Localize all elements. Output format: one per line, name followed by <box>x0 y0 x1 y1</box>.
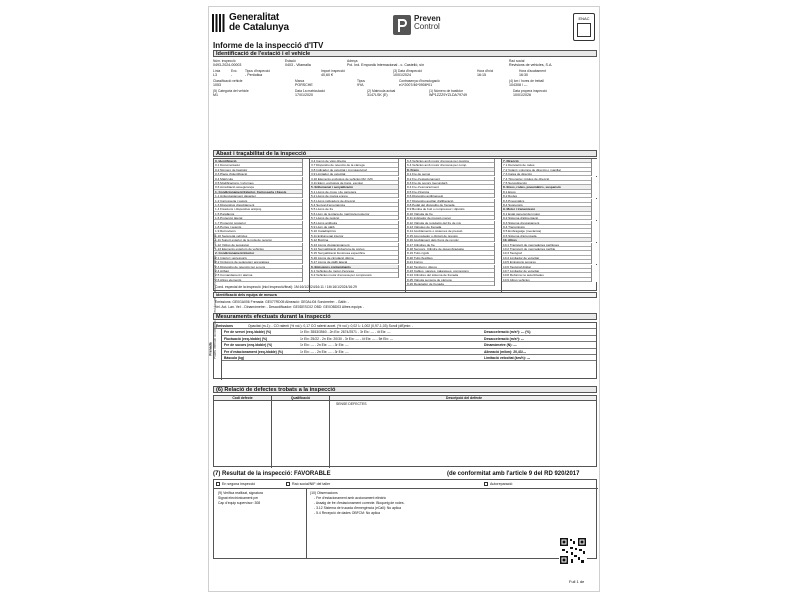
checklist-item: 8.8 Pedal del dispositiu de frenada <box>406 203 501 207</box>
org-name: Generalitat de Catalunya <box>229 12 289 33</box>
checklist-item: 8.2 Fre d'estacionament <box>406 177 501 181</box>
brand-name: Preven <box>414 14 441 23</box>
checklist-item: 9.3 Sistema d'escapament <box>502 221 598 225</box>
defect-qualification-column: Qualificació <box>272 396 330 468</box>
emissions-row: Emissions Opacitat (m-1): - CO ralentí (% vol.): 0,17 CO ralentí accel. (% vol.): 0,02 λ: 1,002 (0,97-1,03) Soroll (dB)min: - <box>214 323 596 329</box>
checklist-item: 8.3 Pneumàtics <box>502 199 598 203</box>
checklist-item: 1.8 Portes i seients <box>214 225 309 229</box>
page-number: Full 1 de <box>569 580 585 584</box>
checklist-column-2 <box>310 159 406 292</box>
checklist-item: 2.1 Interior i accessoris <box>214 256 309 260</box>
braking-side-label: Frenada <box>214 329 222 380</box>
ident-row-3: Classificació vehicle 1053 Marca PORSCHE Tipus 9YA Contrasenya d'homologació e1*2007/46*0908*01 (4) km / hores de treball 104308 / --- <box>213 79 544 87</box>
option-workshop[interactable]: Raó social/NIF del taller <box>286 482 330 487</box>
checklist-item: 8.13 Vàlvules de frenada <box>406 225 501 229</box>
braking-measure-row: Fre d'estacionament (eeq./doble) (%) 1r Eix: --- - 2n Eix: --- - 3r Eix: --- Alineació (m/km): 20,43/--- <box>222 349 596 355</box>
checklist-item: 2. Condicionament Interior <box>214 251 309 255</box>
checklist-item: 8.14 Acoblaments o sistemes de pressió <box>406 229 501 233</box>
result-box <box>213 479 597 559</box>
checklist-item: 9.2 Sistema d'alimentació <box>502 216 598 220</box>
prevencontrol-logo <box>393 15 411 35</box>
checklist-item: 10.5 Emissions sonores <box>502 260 598 264</box>
checklist-item: 8.4 Suspensió <box>502 203 598 207</box>
section-identification: Identificació de l'estació i el vehicle <box>213 50 597 57</box>
checklist-item: 1. Condicionament Exterior, Carrosseria i Xassís <box>214 190 309 194</box>
defect-description-column: Descripció del defecte SENSE DEFECTES <box>330 396 598 407</box>
checklist-item: 5.15 Senyalització lluminosa específica <box>310 251 405 255</box>
checklist-item: 0. Identificació <box>214 159 309 163</box>
checklist-item: 5.1 Llums de cruce i de carretera <box>310 190 405 194</box>
equipment-title: Identificació dels equips de mesura <box>213 292 597 298</box>
checklist-item: 8.24 Cilindres del sistema de frenada <box>406 273 501 277</box>
ident-row-4: (5) Categoria del vehicle M1 Data 1a matriculació 17/01/2020 (2) Matrícula actual 3147LSK (E) (1) Número de bastidor WP1ZZZ9YZLDA79749 Data propera inspecció 10/01/2026 <box>213 89 547 97</box>
checklist-item: 8.6 Dispositiu antibloqueig <box>406 194 501 198</box>
checklist-checkbox <box>494 282 501 286</box>
checklist-item: 8.16 Acoblament dels frens de remolc <box>406 238 501 242</box>
checklist-checkbox <box>398 273 405 277</box>
checklist-item: 8.7 Dispositiu auxiliar d'alliberació <box>406 199 501 203</box>
checklist-item: 0.4 Matrícula <box>214 177 309 181</box>
checklist-item: 5.7 Llums de posició <box>310 216 405 220</box>
checklist-item: 2.3 Dispositiu de retenció per a nens <box>214 265 309 269</box>
checklist-item: 7.2 Volant i columna de direcció o manillar <box>502 168 598 172</box>
checklist-item: 3.10 Elements exclusius de vehicles M2 i M3 <box>310 177 405 181</box>
brand-subname: Control <box>414 22 440 31</box>
checklist-item: 8.1 Eixos <box>502 190 598 194</box>
checklist-item: 10. Altres <box>502 238 598 242</box>
checklist-item: 1.2 Carrosseria i xassís <box>214 199 309 203</box>
checklist-item: 6.3 Vehicles amb motor d'encesa per guspira <box>406 159 501 163</box>
checklist-item: 10.6 Tacògraf digital <box>502 265 598 269</box>
checklist-item: 2.4 Airbag <box>214 269 309 273</box>
checklist-item: 8.1 Fre de servei <box>406 172 501 176</box>
checklist-item: 3.11 Elem. exclusius de trans. escolar <box>310 181 405 185</box>
checklist-item: 5.8 Llums antiboira <box>310 221 405 225</box>
checklist-item: 10.9 Altres vehicles <box>502 278 598 282</box>
observation-line: - 5.4 Recepció de dades OBFCM: No aplica <box>314 511 380 515</box>
checklist-item: 5.13 Llums d'estacionament <box>310 243 405 247</box>
document-title: Informe de la inspecció d'ITV <box>213 41 324 50</box>
checklist-item: 8.20 Tubs flexibles <box>406 256 501 260</box>
checklist-item: 7. Direcció <box>502 159 598 163</box>
result-legal-ref: (de conformitat amb l'article 9 del RD 920/2017 <box>447 471 580 477</box>
braking-measure-row: Fluctuació (eeq./doble) (%) 1r Eix: 25/22 - 2n Eix: 20/30 - 3r Eix: --- - 4t Eix: --- - 5è Eix: --- Desacceleració (m/s²): --- <box>222 336 596 342</box>
defect-entry: SENSE DEFECTES <box>336 402 367 407</box>
checklist-item: 10.8 Reforma no autoritzades <box>502 273 598 277</box>
checklist-item: 1.1 Antiencastament davanter <box>214 194 309 198</box>
checklist-item: 8.10 Vàlvula de fre <box>406 212 501 216</box>
checklist-item: 6.2 Vehicles motor d'encesa per compressió <box>310 273 405 277</box>
checklist-item: 8.5 Fre d'inèrcia <box>406 190 501 194</box>
checklist-item: 0.5 Modificacions / reformes <box>214 181 309 185</box>
checklist-item: 5.3 Llums indicadors de direcció <box>310 199 405 203</box>
checklist-item: 9.1 Estat general del motor <box>502 212 598 216</box>
equipment-row-2: Vel. Act. Lan. Vel: - Dinamòmetre: - Descodificador: GE0DESC02 OBD: GE0OBD03 Altres equips: - <box>215 305 365 309</box>
checklist-item: 8.3 Fre de socors (secundari) <box>406 181 501 185</box>
checklist-item: 5. Enllumenat i senyalització <box>310 185 405 189</box>
checklist-item: 7.4 Timoneria i ròtules de direcció <box>502 177 598 181</box>
equipment-row-1: Emissions: GE0GA006 Frenada: GE077RD05 Alineació: GE0ALI04 Sonòmetre: - Gàlib: - <box>215 300 349 304</box>
observation-line: - 3.12 Sistema de trucada d'emergència (eCall): No aplica <box>314 506 401 510</box>
checklist-item: 8. Frens <box>406 168 501 172</box>
section-measures: Mesuraments efectuats durant la inspecció <box>213 313 597 320</box>
checklist-item: 9.4 Transmissió <box>502 225 598 229</box>
checklist-item: 8.25 Vàlvula sensora de càrrega <box>406 278 501 282</box>
checklist-item: 10.1 Transport de mercaderies perilloses <box>502 243 598 247</box>
ident-row-1: Núm. inspecció 0493-2024-00003 Estació 0403 - Vilamalla Adreça Pol. Ind. Empordà Internacional - c. Castelló, s/n Raó social Revisions de vehicles, S.A. <box>213 59 553 67</box>
checklist-item: 1.13 Elements exteriors de vehicles <box>214 247 309 251</box>
observation-line: - Assaig de fre d'estacionament correcte. Bloqueig de rodes. <box>314 501 405 505</box>
checklist-item: 8.21 Forros <box>406 260 501 264</box>
checklist-item: 8.18 Sensors. Cilindre de desembragatge <box>406 247 501 251</box>
checklist-checkbox <box>302 278 309 282</box>
checklist-item: 5.2 Llums de marxa enrere <box>310 194 405 198</box>
checklist-item: 2.2 Cinturons de seguretat i ancoratges <box>214 260 309 264</box>
checklist-item: 0.2 Número de bastidor <box>214 168 309 172</box>
checklist-item: 6.4 Vehicles amb motor d'encesa per comp. <box>406 163 501 167</box>
qr-code <box>559 537 587 565</box>
defect-code-column: Codi defecte <box>214 396 272 468</box>
checklist-item: 8.11 Indicador de pressió menor <box>406 216 501 220</box>
option-self-repair[interactable]: Autoreparació <box>484 482 512 487</box>
checklist-checkbox <box>591 278 598 282</box>
checklist-item: 1.6 Protecció lateral <box>214 216 309 220</box>
measures-table <box>208 322 597 379</box>
checklist-item: 9.5 Embragatge (mecànica) <box>502 229 598 233</box>
checklist-item: 1.3 Dispositius d'acoblament <box>214 203 309 207</box>
traceability-note: Cond. especial de la inspecció (inici inspecció/final): 1M:16/1/2024/16:11 / 1M:16/1/2024/16:29 <box>215 285 357 289</box>
defects-table <box>213 395 597 467</box>
checklist-item: 8.9 Bomba de buit o compressor i dipòsits <box>406 207 501 211</box>
checklist-item: 1.12 Vidres de seguretat <box>214 243 309 247</box>
checklist-item: 8.17 Cilindres de fre <box>406 243 501 247</box>
checklist-item: 2.5 Comandament i alarma <box>214 273 309 277</box>
checklist-item: 5.16 Llums de circulació diürna <box>310 256 405 260</box>
checklist-item: 3.8 Indicador de velocitat i cronotacògraf <box>310 168 405 172</box>
section-defects: (6) Relació de defectes trobats a la inspecció <box>213 386 597 393</box>
checklist-item: 7.5 Servodirecció <box>502 181 598 185</box>
signature-label: (9) Verifica realitzat, signatura <box>218 491 263 495</box>
checklist-item: 8.2 Rodes <box>502 194 598 198</box>
checklist-item: 5.6 Llum de la placa de matrícula posterior <box>310 212 405 216</box>
checklist-item: 10.3 Tacògraf <box>502 251 598 255</box>
checklist-item: 0.6 Acreditació assegurança <box>214 185 309 189</box>
checklist-item: 8.19 Tubs rígids <box>406 251 501 255</box>
ident-row-2: Línia L3 Exc. - Tipus d'inspecció - Periòdica Import inspecció 40,60 € (3) Data d'inspecció 10/01/2024 Hora d'inici 16:15 Hora d'acabament 16:30 <box>213 69 546 77</box>
checklist-item: 8.4 Fre d'esmorteïment <box>406 185 501 189</box>
inspection-checklist <box>213 158 597 291</box>
checklist-item: 3.4 Camp de visió directa <box>310 159 405 163</box>
signature-line-3: Cap d'equip supervisor: 308 <box>218 501 261 505</box>
checklist-item: 0.1 Documentació <box>214 163 309 167</box>
checklist-item: 10.2 Transport de mercaderies perible <box>502 247 598 251</box>
checklist-column-1 <box>214 159 310 292</box>
checklist-column-3 <box>406 159 502 292</box>
braking-measure-row: Fre de servei (eeq./doble) (%) 1r Eix: 3553/3560 - 2n Eix: 2674/2571 - 3r Eix: --- - 4t Eix: --- Desacceleració (m/s²): --- (%) <box>222 329 596 335</box>
checklist-item: 3.7 Dispositiu de retenció de la càrrega <box>310 163 405 167</box>
checklist-item: 1.9 Retrovisors <box>214 229 309 233</box>
checklist-item: 5.11 Enllumenat interior <box>310 234 405 238</box>
checklist-item: 2.6 Altres elements <box>214 278 309 282</box>
checklist-item: 1.7 Protecció posterior <box>214 221 309 225</box>
braking-measure-row: Fre de socors (eeq./doble) (%) 1r Eix: --- - 2n Eix: --- - 3r Eix: --- Dinamòmetre (N): --- <box>222 342 596 348</box>
checklist-item: 5.14 Senyalització d'obertura de portes <box>310 247 405 251</box>
checklist-item: 5.5 Llums de fre <box>310 207 405 211</box>
enac-seal: ENAC <box>573 13 595 41</box>
checklist-item: 5.4 Senyal d'emergència <box>310 203 405 207</box>
checklist-item: 7.1 Desviació de rodes <box>502 163 598 167</box>
checklist-item: 6.1 Vehicles de motor d'encesa <box>310 269 405 273</box>
checklist-item: 7.3 Caixa de direcció <box>502 172 598 176</box>
option-second-inspection[interactable]: En segona inspecció <box>216 482 255 487</box>
checklist-item: 8.26 Regulador de frenada <box>406 282 501 286</box>
checklist-item: 10.7 Limitador de velocitat <box>502 269 598 273</box>
generalitat-logo <box>211 13 225 33</box>
signature-line-2: Signat electrònicament per <box>218 496 259 500</box>
checklist-item: 1.11 Suport exterior de la roda de recanvi <box>214 238 309 242</box>
braking-measure-row: Bàscula (kg) Limitació velocitat (km/h): --- <box>222 355 596 361</box>
checklist-item: 8.15 Acumulador o dipòsit de pressió <box>406 234 501 238</box>
section-scope: Abast i traçabilitat de la inspecció <box>213 150 597 157</box>
checklist-item: 0.3 Placa d'identificació <box>214 172 309 176</box>
checklist-item: 10.4 Limitador de velocitat <box>502 256 598 260</box>
checklist-item: 5.9 Llum de gàlib <box>310 225 405 229</box>
checklist-item: 9.6 Sistema d'arrencada <box>502 234 598 238</box>
checklist-item: 8. Eixos, rodes, pneumàtics, suspensió <box>502 185 598 189</box>
checklist-item: 5.12 Botzina <box>310 238 405 242</box>
checklist-item: 1.10 Seguretat vehicles <box>214 234 309 238</box>
checklist-item: 6. Emissions contaminants <box>310 265 405 269</box>
checklist-item: 5.17 Llums de gàlib lateral <box>310 260 405 264</box>
checklist-item: 5.10 Catadiòptrics <box>310 229 405 233</box>
checklist-item: 8.12 Vàlvula de regulació del fre de mà <box>406 221 501 225</box>
observation-line: - Fre d'estacionament amb accionament elèctric <box>314 496 387 500</box>
checklist-item: 8.22 Tambors i discos <box>406 265 501 269</box>
checklist-item: 1.4 Fixacions i dispositius antiproj. <box>214 207 309 211</box>
checklist-item: 3.9 Limitador de velocitat <box>310 172 405 176</box>
checklist-item: 8.23 Cables, varetes, palanques, connexions <box>406 269 501 273</box>
checklist-item: 1.5 Parafangs <box>214 212 309 216</box>
checklist-item: 9. Motor i transmissió <box>502 207 598 211</box>
result-title: (7) Resultat de la inspecció: FAVORABLE <box>213 471 331 477</box>
inspection-report-page <box>208 6 600 592</box>
checklist-column-4 <box>502 159 598 292</box>
observations-title: (10) Observacions <box>310 491 338 495</box>
